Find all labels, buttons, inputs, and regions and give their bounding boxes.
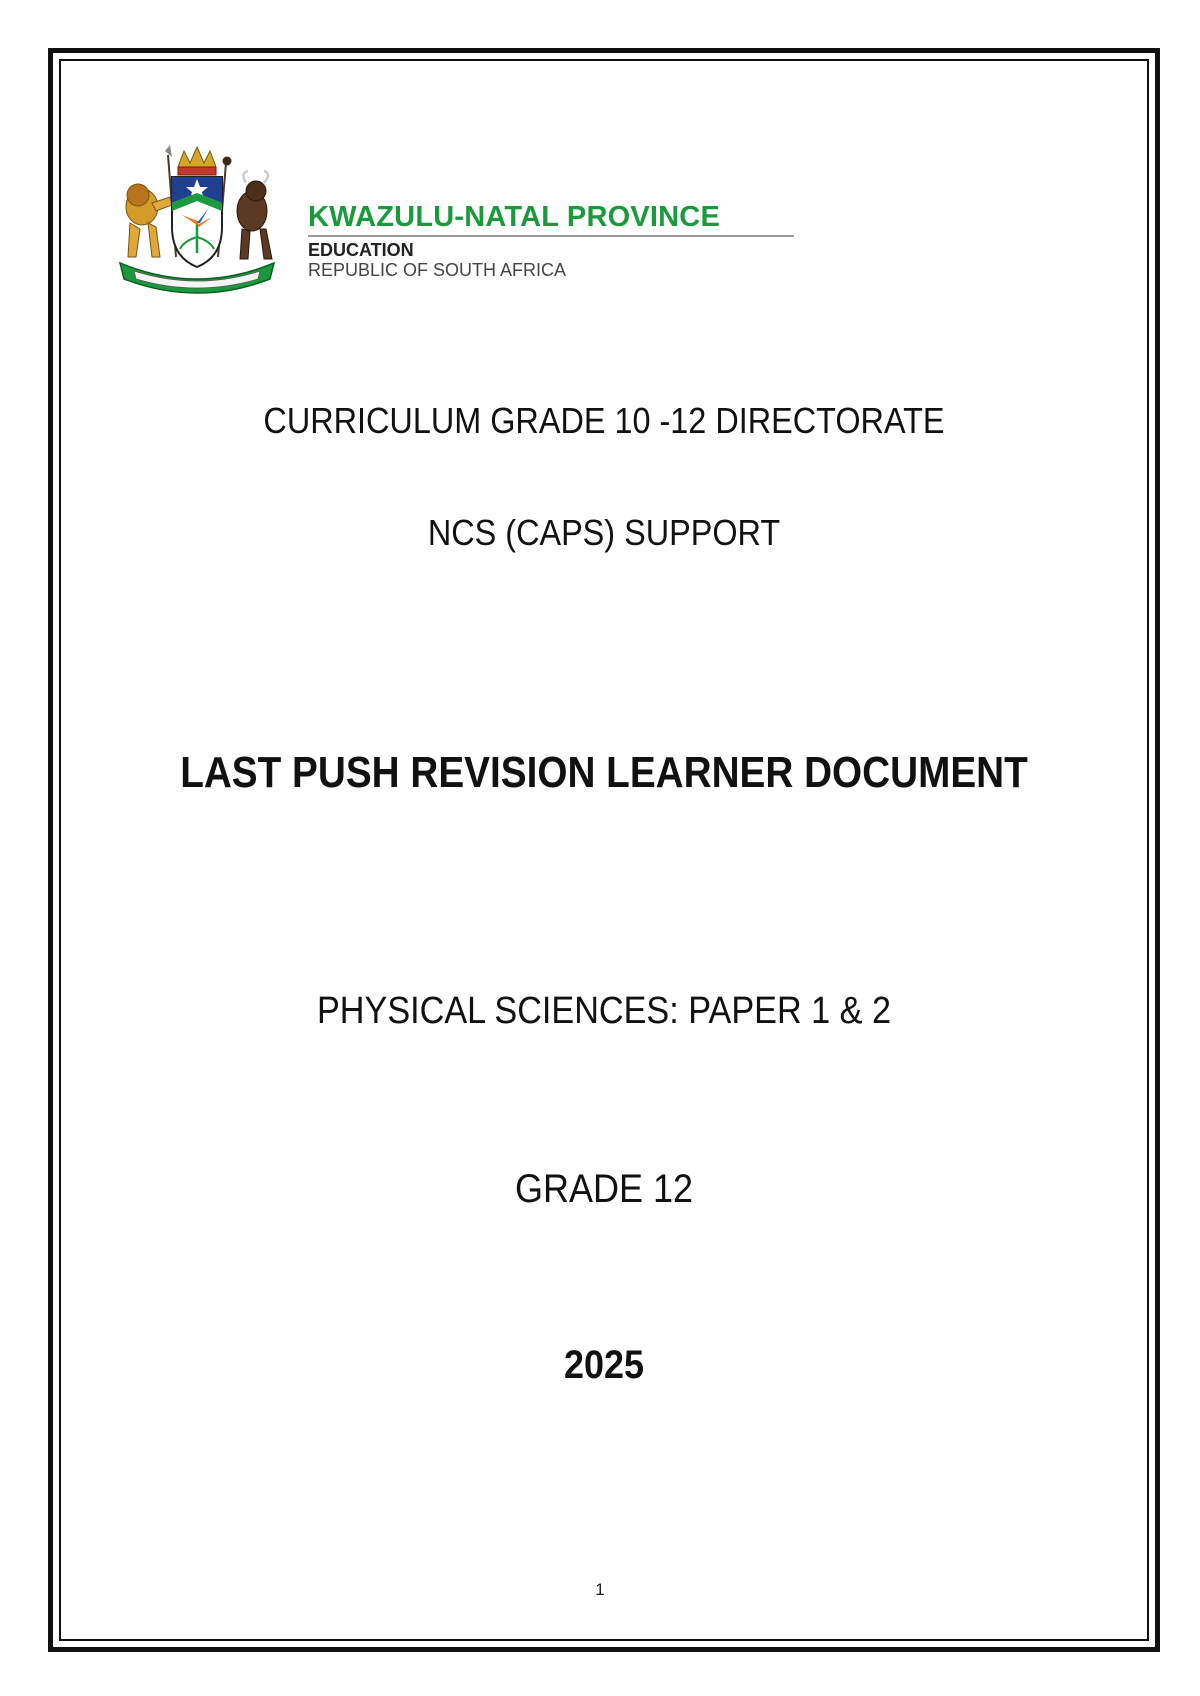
document-title: LAST PUSH REVISION LEARNER DOCUMENT — [180, 748, 1028, 797]
department-name: EDUCATION — [308, 240, 414, 260]
grade-heading: GRADE 12 — [514, 1167, 694, 1211]
page-number: 1 — [595, 1580, 605, 1599]
coat-of-arms-icon — [112, 145, 282, 300]
province-branding — [308, 200, 798, 280]
country-name: REPUBLIC OF SOUTH AFRICA — [308, 260, 567, 280]
support-heading: NCS (CAPS) SUPPORT — [427, 512, 781, 553]
branding-divider — [308, 235, 794, 237]
province-name: KWAZULU-NATAL PROVINCE — [308, 201, 720, 233]
subject-heading: PHYSICAL SCIENCES: PAPER 1 & 2 — [316, 990, 892, 1032]
year-heading: 2025 — [563, 1343, 645, 1387]
directorate-heading: CURRICULUM GRADE 10 -12 DIRECTORATE — [263, 400, 945, 441]
